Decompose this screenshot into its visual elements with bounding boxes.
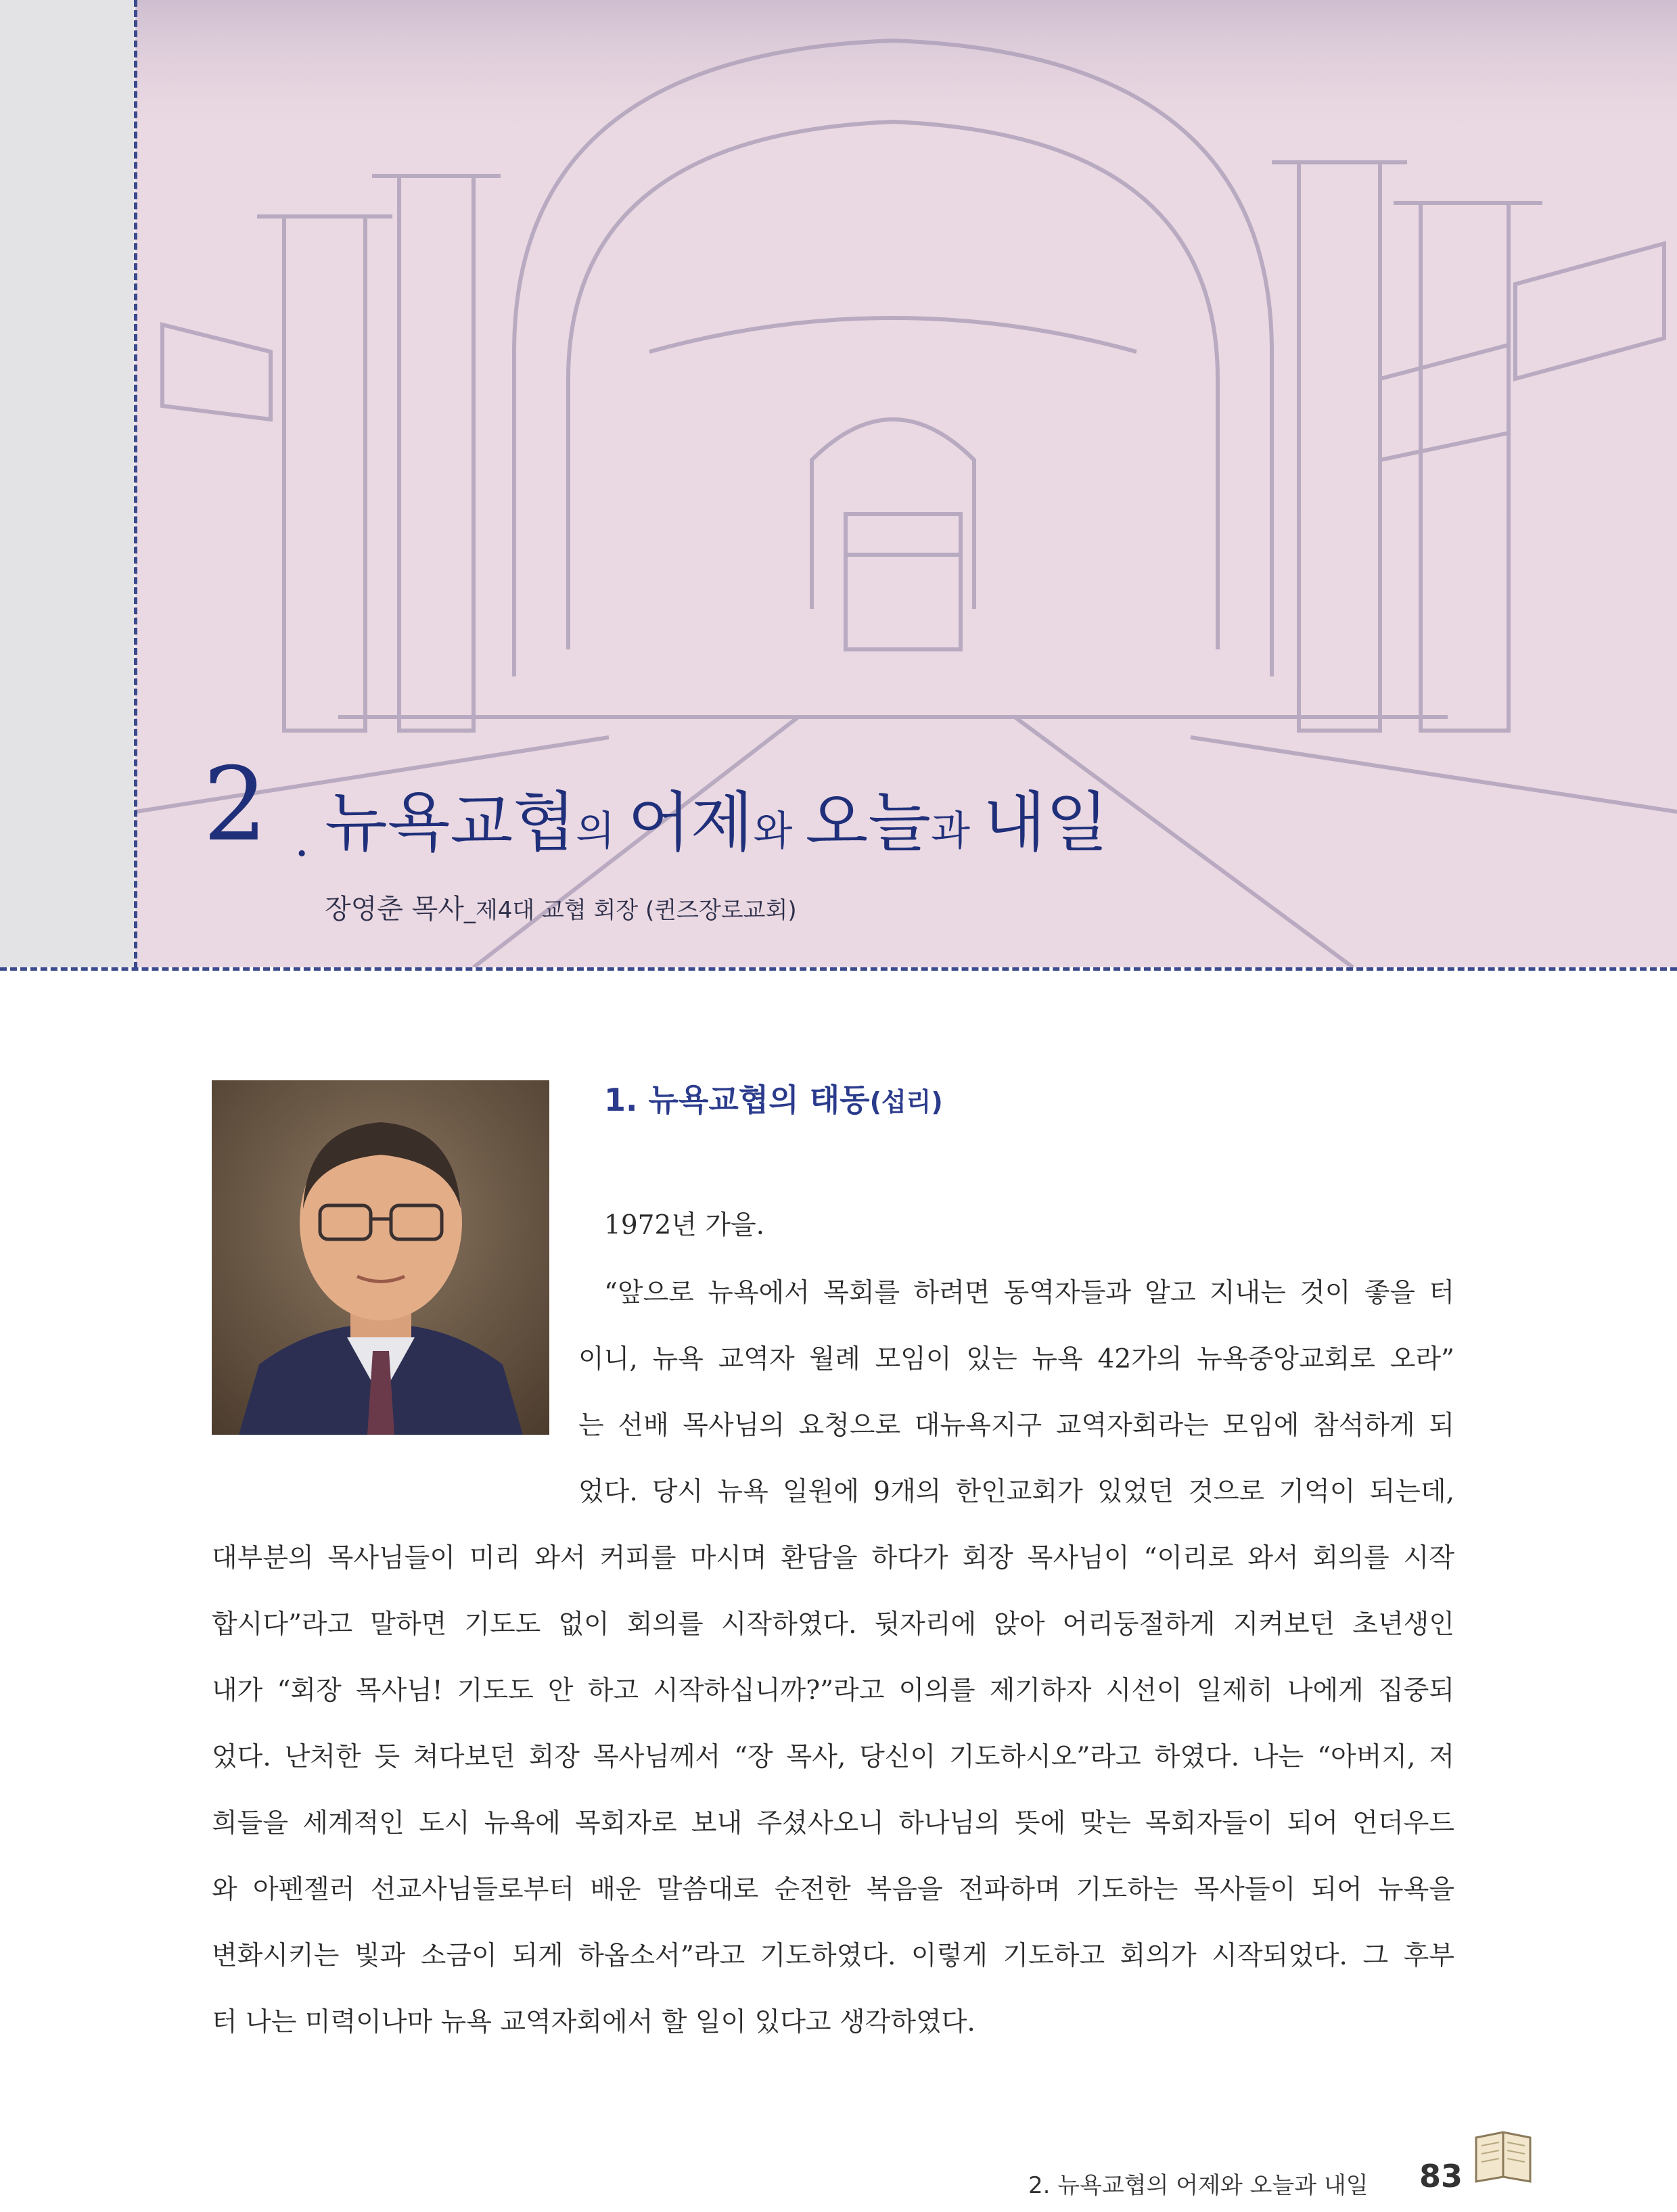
body-line: 이니, 뉴욕 교역자 월례 모임이 있는 뉴욕 42가의 뉴욕중앙교회로 오라” (578, 1344, 1454, 1375)
body-line: 1972년 가을. (604, 1210, 765, 1241)
body-line: 내가 “회장 목사님! 기도도 안 하고 시작하십니까?”라고 이의를 제기하자 시선이 일제히 나에게 집중되 (212, 1676, 1454, 1706)
title-part: 뉴욕교협 (325, 785, 576, 860)
side-strip (0, 0, 134, 967)
author-portrait (212, 1080, 549, 1435)
title-part: 의 (575, 808, 628, 855)
body-line: 희들을 세계적인 도시 뉴욕에 목회자로 보내 주셨사오니 하나님의 뜻에 맞는 목회자들이 되어 언더우드 (212, 1808, 1454, 1839)
title-part: 어제 (628, 785, 754, 860)
chapter-title (325, 785, 1109, 860)
author-line (325, 888, 797, 926)
title-part: 오늘 (805, 785, 932, 860)
page-number: 83 (1419, 2158, 1463, 2194)
body-line: 합시다”라고 말하면 기도도 없이 회의를 시작하였다. 뒷자리에 앉아 어리둥절하게 지켜보던 초년생인 (212, 1609, 1454, 1640)
chapter-dot: . (294, 812, 310, 867)
book-icon (1469, 2124, 1537, 2192)
section-heading-main: 1. 뉴욕교협의 태동 (604, 1082, 870, 1118)
footer-running-title: 2. 뉴욕교협의 어제와 오늘과 내일 (1028, 2172, 1369, 2199)
body-line: 터 나는 미력이나마 뉴욕 교역자회에서 할 일이 있다고 생각하였다. (212, 2007, 975, 2037)
body-line: 변화시키는 빛과 소금이 되게 하옵소서”라고 기도하였다. 이렇게 기도하고 회의가 시작되었다. 그 후부 (212, 1941, 1454, 1971)
section-heading-sub: (섭리) (869, 1087, 943, 1117)
title-part: 과 (931, 808, 984, 855)
body-line: 었다. 당시 뉴욕 일원에 9개의 한인교회가 있었던 것으로 기억이 되는데, (578, 1477, 1454, 1507)
author-name: 장영춘 목사 (325, 894, 464, 925)
body-line: 와 아펜젤러 선교사님들로부터 배운 말씀대로 순전한 복음을 전파하며 기도하는 목사들이 되어 뉴욕을 (212, 1874, 1454, 1905)
body-line: “앞으로 뉴욕에서 목회를 하려면 동역자들과 알고 지내는 것이 좋을 터 (604, 1278, 1454, 1308)
body-line: 대부분의 목사님들이 미리 와서 커피를 마시며 환담을 하다가 회장 목사님이 “이리로 와서 회의를 시작 (212, 1543, 1454, 1573)
body-line: 었다. 난처한 듯 쳐다보던 회장 목사님께서 “장 목사, 당신이 기도하시오”라고 하였다. 나는 “아버지, 저 (212, 1742, 1454, 1772)
vertical-dashed-rule (134, 0, 137, 969)
horizontal-dashed-rule (0, 967, 1677, 971)
author-description: _제4대 교협 회장 (퀸즈장로교회) (463, 897, 797, 924)
title-part: 내일 (983, 785, 1109, 860)
section-heading (604, 1076, 943, 1120)
title-part: 와 (753, 808, 806, 855)
chapter-number: 2 (203, 746, 268, 864)
body-line: 는 선배 목사님의 요청으로 대뉴욕지구 교역자회라는 모임에 참석하게 되 (578, 1410, 1454, 1441)
